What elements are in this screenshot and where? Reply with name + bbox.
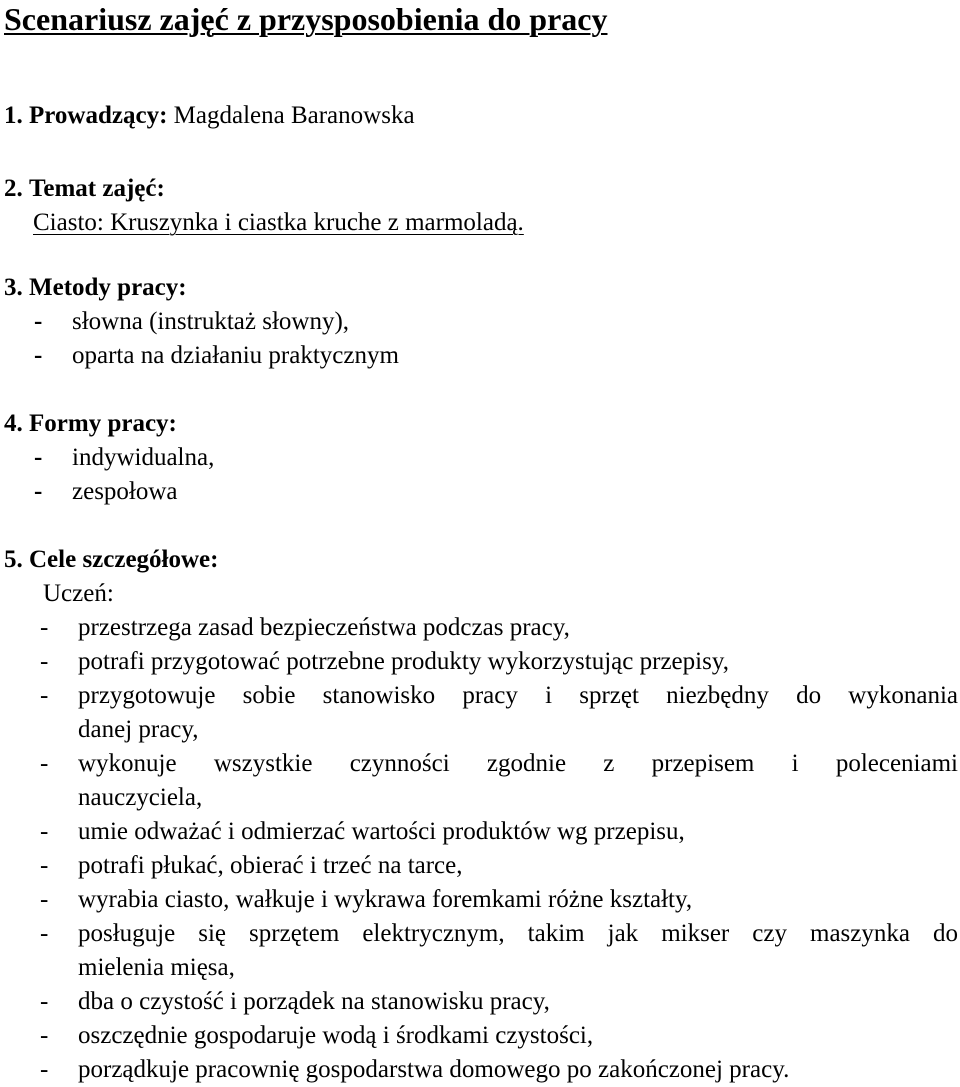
document-title: Scenariusz zajęć z przysposobienia do pracy <box>4 1 608 37</box>
list-dash: - <box>40 818 49 845</box>
section-label: Metody pracy: <box>29 274 187 301</box>
section-methods-heading <box>4 271 187 305</box>
list-item: oparta na działaniu praktycznym <box>72 342 399 369</box>
list-dash: - <box>40 750 49 777</box>
list-item: słowna (instruktaż słowny), <box>72 308 350 335</box>
list-item: potrafi płukać, obierać i trzeć na tarce, <box>78 852 463 879</box>
list-item: indywidualna, <box>72 444 215 471</box>
list-item: zespołowa <box>72 478 178 505</box>
list-dash: - <box>40 988 49 1015</box>
section-label: Cele szczegółowe: <box>29 546 219 573</box>
leader-name: Magdalena Baranowska <box>173 102 415 129</box>
list-item: umie odważać i odmierzać wartości produktów wg przepisu, <box>78 818 685 845</box>
list-dash: - <box>40 614 49 641</box>
list-item-continuation: danej pracy, <box>78 716 199 743</box>
list-dash: - <box>40 1022 49 1049</box>
section-forms-heading <box>4 407 177 441</box>
section-label: Formy pracy: <box>29 410 177 437</box>
section-leader <box>4 99 415 133</box>
goals-subject: Uczeń: <box>43 580 114 607</box>
list-item: przygotowuje sobie stanowisko pracy i sprzęt niezbędny do wykonania <box>78 682 958 709</box>
section-number: 1. <box>4 102 23 129</box>
list-item: dba o czystość i porządek na stanowisku pracy, <box>78 988 550 1015</box>
section-label: Temat zajęć: <box>29 175 165 202</box>
list-dash: - <box>34 342 43 369</box>
list-dash: - <box>40 886 49 913</box>
section-topic-heading <box>4 172 165 206</box>
section-goals-heading <box>4 543 218 577</box>
list-item: wyrabia ciasto, wałkuje i wykrawa foremkami różne kształty, <box>78 886 693 913</box>
topic-value: Ciasto: Kruszynka i ciastka kruche z marmoladą. <box>33 209 524 236</box>
list-dash: - <box>40 852 49 879</box>
list-dash: - <box>40 920 49 947</box>
list-item-continuation: nauczyciela, <box>78 784 203 811</box>
list-dash: - <box>40 682 49 709</box>
list-dash: - <box>40 648 49 675</box>
list-item: przestrzega zasad bezpieczeństwa podczas pracy, <box>78 614 570 641</box>
list-dash: - <box>34 308 43 335</box>
list-item: wykonuje wszystkie czynności zgodnie z przepisem i poleceniami <box>78 750 958 777</box>
section-number: 4. <box>4 410 23 437</box>
section-label: Prowadzący: <box>29 102 168 129</box>
section-number: 5. <box>4 546 23 573</box>
list-item: potrafi przygotować potrzebne produkty wykorzystując przepisy, <box>78 648 729 675</box>
list-dash: - <box>34 478 43 505</box>
list-item: oszczędnie gospodaruje wodą i środkami czystości, <box>78 1022 594 1049</box>
section-number: 3. <box>4 274 23 301</box>
section-number: 2. <box>4 175 23 202</box>
list-dash: - <box>40 1056 49 1083</box>
list-item: porządkuje pracownię gospodarstwa domowego po zakończonej pracy. <box>78 1056 790 1083</box>
list-dash: - <box>34 444 43 471</box>
list-item-continuation: mielenia mięsa, <box>78 954 235 981</box>
list-item: posługuje się sprzętem elektrycznym, takim jak mikser czy maszynka do <box>78 920 958 947</box>
